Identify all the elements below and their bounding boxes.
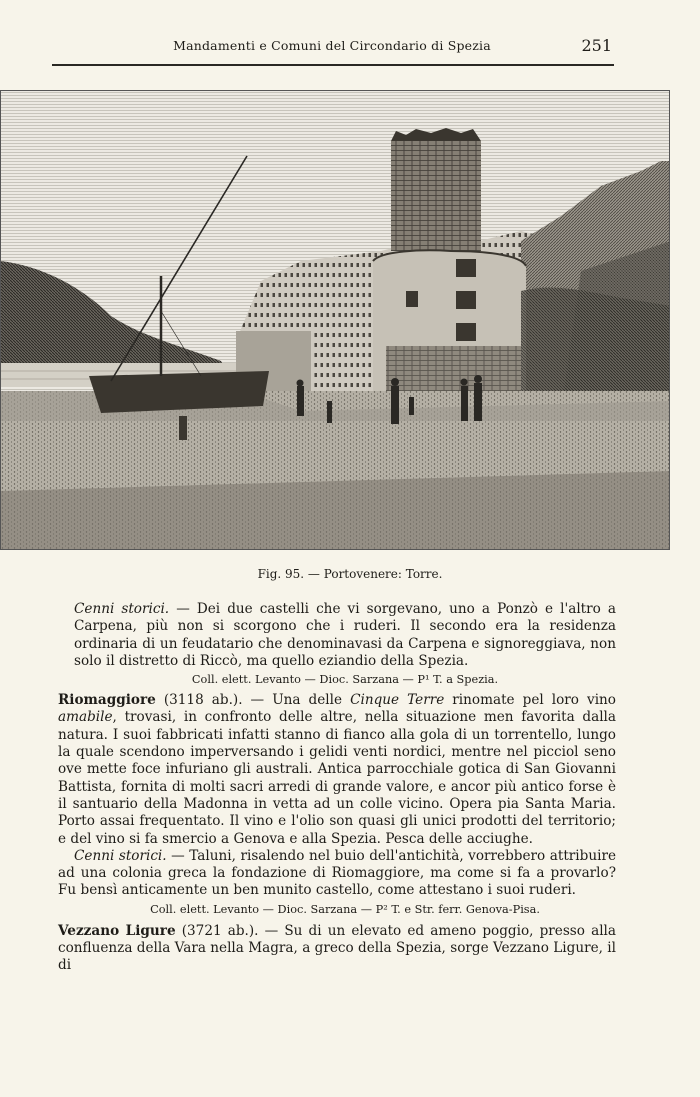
riomaggiore-population: (3118 ab.). — Una delle <box>155 692 351 709</box>
vezzano-description: (3721 ab.). — Su di un elevato ed ameno poggio, presso alla confluenza della Vara nella Magra, a greco della Spezia, sorge Vezzano Ligure, il di <box>58 922 616 974</box>
paragraph-cenni-storici-1 <box>74 601 616 670</box>
running-header <box>52 36 612 58</box>
riomaggiore-description: , trovasi, in confronto delle altre, nella situazione men favorita dalla natura. I suoi fabbricati infatti stanno di fianco alla gola di un torrentello, lungo la quale scendono imperversando i gelidi venti nordici, mentre nel picciol seno ove mette foce infuriano gli australi. Antica parrocchiale gotica di San Giovanni Battista, fornita di molti sacri arredi di grande valore, e ancor più antico forse è il santuario della Madonna in vetta ad un colle vicino. Opera pia Santa Maria. Porto assai frequentato. Il vino e l'olio son quasi gli unici prodotti del territorio; e del vino si fa smercio a Genova e alla Spezia. Pesca delle acciughe. <box>58 709 616 847</box>
cinque-terre: Cinque Terre <box>350 692 445 709</box>
page-number: 251 <box>581 36 612 55</box>
collegio-info-1: Coll. elett. Levanto — Dioc. Sarzana — P¹ T. a Spezia. <box>191 673 499 687</box>
body-text <box>58 601 616 975</box>
cenni-storici-label: Cenni storici. <box>74 601 170 617</box>
entry-name-vezzano: Vezzano Ligure <box>58 922 176 939</box>
paragraph-cenni-storici-2 <box>58 848 616 900</box>
cenni-storici-text: — Dei due castelli che vi sorgevano, uno a Ponzò e l'altro a Carpena, più non si scorgono che i ruderi. Il secondo era la residenza ordinaria di un feudatario che denominavasi da Carpena e signoreggiava, non solo il distretto di Riccò, ma quello eziandio della Spezia. <box>74 601 616 669</box>
cenni-storici-text-2: — Taluni, risalendo nel buio dell'antichità, vorrebbero attribuire ad una colonia greca la fondazione di Riomaggiore, ma come si fa a provarlo? Fu bensì anticamente un ben munito castello, come attestano i suoi ruderi. <box>58 847 616 899</box>
header-title: Mandamenti e Comuni del Circondario di Spezia <box>173 38 491 53</box>
paragraph-riomaggiore <box>58 692 616 848</box>
engraving-portovenere-tower <box>0 90 670 550</box>
riomaggiore-mid: rinomate pel loro vino <box>444 692 616 709</box>
cenni-storici-label-2: Cenni storici. <box>74 847 167 864</box>
paragraph-vezzano <box>58 923 616 975</box>
figure-caption: Fig. 95. — Portovenere: Torre. <box>257 567 443 581</box>
header-rule <box>52 64 614 66</box>
collegio-info-2: Coll. elett. Levanto — Dioc. Sarzana — P² T. e Str. ferr. Genova-Pisa. <box>150 902 540 916</box>
entry-name-riomaggiore: Riomaggiore <box>58 692 156 709</box>
amabile: amabile <box>58 709 113 726</box>
